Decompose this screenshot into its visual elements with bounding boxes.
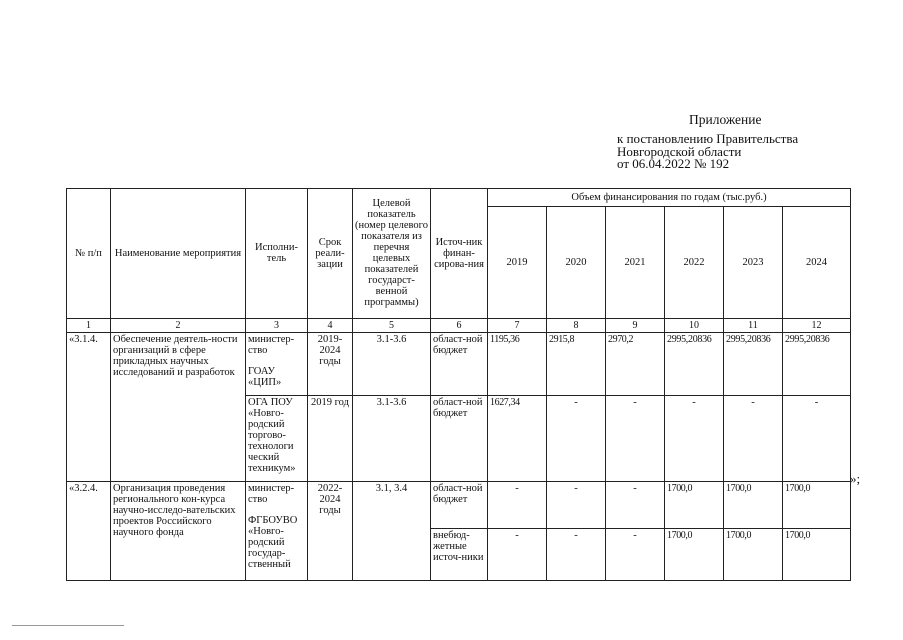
value-cell: -	[488, 528, 547, 580]
header-year: 2020	[547, 207, 606, 319]
header-year: 2019	[488, 207, 547, 319]
column-number: 2	[111, 318, 246, 332]
column-number: 9	[606, 318, 665, 332]
executor-organization: ФГБОУВО «Новго-родский государ-ственный	[248, 515, 298, 571]
source-cell: внебюд-жетные источ-ники	[431, 528, 488, 580]
value-cell: 1700,0	[783, 528, 851, 580]
header-term: Срок реали-зации	[308, 189, 353, 319]
value-cell: 2995,20836	[665, 332, 724, 395]
column-numbers-row	[67, 318, 851, 332]
item-name: Организация проведения регионального кон-курса научно-исследо-вательских проектов Российского научного фонда	[111, 482, 246, 581]
source-cell: област-ной бюджет	[431, 332, 488, 395]
target-cell: 3.1, 3.4	[353, 482, 431, 581]
column-number: 10	[665, 318, 724, 332]
header-name: Наименование мероприятия	[111, 189, 246, 319]
item-number: «3.2.4.	[67, 482, 111, 581]
value-cell: -	[606, 528, 665, 580]
column-number: 1	[67, 318, 111, 332]
funding-table	[66, 188, 851, 581]
header-target: Целевой показатель (номер целевого показателя из перечня целевых показателей государст-венной программы)	[353, 189, 431, 319]
column-number: 11	[724, 318, 783, 332]
column-number: 3	[246, 318, 308, 332]
source-cell: област-ной бюджет	[431, 482, 488, 528]
table-header-row	[67, 189, 851, 207]
document-header	[617, 112, 877, 171]
target-cell: 3.1-3.6	[353, 332, 431, 395]
source-cell: област-ной бюджет	[431, 396, 488, 482]
resolution-line-2: Новгородской области	[617, 143, 742, 159]
term-cell: 2019-2024 годы	[308, 332, 353, 395]
value-cell: -	[488, 482, 547, 528]
value-cell: 1700,0	[724, 482, 783, 528]
value-cell: -	[547, 528, 606, 580]
value-cell: -	[606, 396, 665, 482]
value-cell: -	[606, 482, 665, 528]
value-cell: 1700,0	[783, 482, 851, 528]
column-number: 4	[308, 318, 353, 332]
header-executor: Исполни-тель	[246, 189, 308, 319]
executor-organization: ГОАУ «ЦИП»	[248, 365, 282, 388]
closing-quote: »;	[850, 471, 861, 486]
value-cell: 1700,0	[665, 528, 724, 580]
item-name: Обеспечение деятель-ности организаций в сфере прикладных научных исследований и разработок	[111, 332, 246, 482]
table-row	[67, 332, 851, 395]
value-cell: 2970,2	[606, 332, 665, 395]
header-year: 2023	[724, 207, 783, 319]
value-cell: -	[547, 396, 606, 482]
term-cell: 2022-2024 годы	[308, 482, 353, 581]
value-cell: 2915,8	[547, 332, 606, 395]
header-source: Источ-ник финан-сирова-ния	[431, 189, 488, 319]
value-cell: 2995,20836	[724, 332, 783, 395]
header-num: № п/п	[67, 189, 111, 319]
executor-cell	[246, 482, 308, 581]
executor-ministry: министер-ство	[248, 333, 295, 356]
value-cell: 2995,20836	[783, 332, 851, 395]
value-cell: 1700,0	[665, 482, 724, 528]
executor-cell: ОГА ПОУ «Новго-родский торгово-технологи ческий техникум»	[246, 396, 308, 482]
value-cell: -	[547, 482, 606, 528]
header-year: 2024	[783, 207, 851, 319]
value-cell: 1627,34	[488, 396, 547, 482]
column-number: 5	[353, 318, 431, 332]
footnote-divider	[12, 625, 124, 626]
header-year: 2022	[665, 207, 724, 319]
resolution-line-1: к постановлению Правительства	[617, 131, 799, 146]
term-cell: 2019 год	[308, 396, 353, 482]
item-number: «3.1.4.	[67, 332, 111, 482]
value-cell: 1700,0	[724, 528, 783, 580]
header-funding: Объем финансирования по годам (тыс.руб.)	[488, 189, 851, 207]
column-number: 12	[783, 318, 851, 332]
executor-cell	[246, 332, 308, 395]
value-cell: -	[783, 396, 851, 482]
column-number: 6	[431, 318, 488, 332]
value-cell: -	[724, 396, 783, 482]
executor-ministry: министер-ство	[248, 483, 295, 506]
resolution-line-3: от 06.04.2022 № 192	[617, 156, 730, 171]
header-year: 2021	[606, 207, 665, 319]
value-cell: -	[665, 396, 724, 482]
column-number: 7	[488, 318, 547, 332]
appendix-title: Приложение	[689, 112, 762, 127]
target-cell: 3.1-3.6	[353, 396, 431, 482]
column-number: 8	[547, 318, 606, 332]
table-row	[67, 482, 851, 528]
value-cell: 1195,36	[488, 332, 547, 395]
